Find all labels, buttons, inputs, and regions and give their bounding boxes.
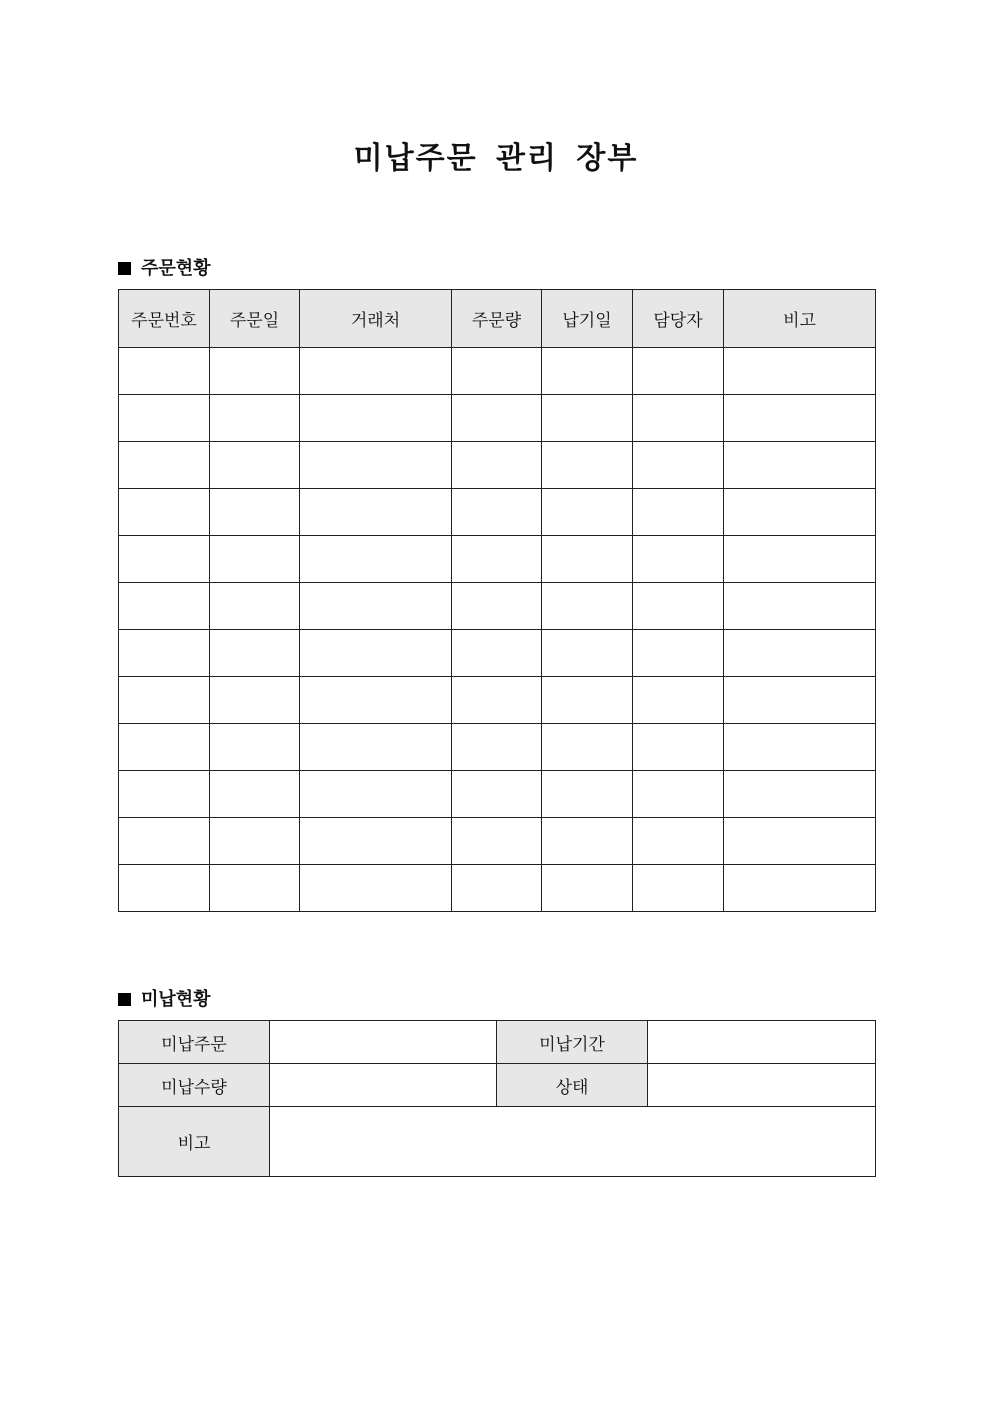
cell-remarks[interactable] [724,865,876,912]
cell-quantity[interactable] [452,583,542,630]
cell-due-date[interactable] [542,442,633,489]
cell-order-date[interactable] [210,489,300,536]
table-row [119,677,876,724]
cell-remarks[interactable] [724,677,876,724]
column-header-manager: 담당자 [633,290,724,348]
status-row [119,1064,876,1107]
table-row [119,583,876,630]
cell-due-date[interactable] [542,771,633,818]
table-row [119,489,876,536]
table-row [119,442,876,489]
cell-client[interactable] [300,630,452,677]
cell-client[interactable] [300,583,452,630]
cell-client[interactable] [300,724,452,771]
cell-client[interactable] [300,442,452,489]
cell-quantity[interactable] [452,442,542,489]
orders-section-heading [118,254,211,280]
column-header-due-date: 납기일 [542,290,633,348]
cell-due-date[interactable] [542,348,633,395]
cell-remarks[interactable] [724,489,876,536]
cell-quantity[interactable] [452,536,542,583]
orders-header-row [119,290,876,348]
cell-remarks[interactable] [724,395,876,442]
remarks-field[interactable] [270,1107,876,1177]
cell-quantity[interactable] [452,818,542,865]
status-row [119,1107,876,1177]
cell-manager[interactable] [633,395,724,442]
cell-order-no[interactable] [119,677,210,724]
cell-manager[interactable] [633,630,724,677]
unpaid-qty-field[interactable] [270,1064,497,1107]
square-bullet-icon [118,262,131,275]
cell-order-no[interactable] [119,724,210,771]
cell-due-date[interactable] [542,677,633,724]
cell-client[interactable] [300,348,452,395]
cell-order-date[interactable] [210,395,300,442]
cell-order-date[interactable] [210,536,300,583]
table-row [119,818,876,865]
page-title: 미납주문 관리 장부 [353,141,639,176]
cell-manager[interactable] [633,442,724,489]
cell-manager[interactable] [633,536,724,583]
cell-due-date[interactable] [542,583,633,630]
cell-order-no[interactable] [119,395,210,442]
cell-quantity[interactable] [452,771,542,818]
remarks-label: 비고 [119,1107,270,1177]
cell-quantity[interactable] [452,724,542,771]
cell-remarks[interactable] [724,442,876,489]
cell-order-date[interactable] [210,630,300,677]
table-row [119,865,876,912]
cell-order-no[interactable] [119,818,210,865]
cell-quantity[interactable] [452,395,542,442]
unpaid-qty-label: 미납수량 [119,1064,270,1107]
cell-manager[interactable] [633,818,724,865]
cell-client[interactable] [300,489,452,536]
cell-client[interactable] [300,677,452,724]
column-header-order-date: 주문일 [210,290,300,348]
cell-order-date[interactable] [210,442,300,489]
column-header-remarks: 비고 [724,290,876,348]
cell-order-no[interactable] [119,489,210,536]
column-header-client: 거래처 [300,290,452,348]
cell-order-date[interactable] [210,677,300,724]
cell-remarks[interactable] [724,771,876,818]
cell-due-date[interactable] [542,630,633,677]
cell-manager[interactable] [633,583,724,630]
cell-order-date[interactable] [210,348,300,395]
cell-client[interactable] [300,865,452,912]
state-field[interactable] [648,1064,876,1107]
cell-manager[interactable] [633,489,724,536]
table-row [119,348,876,395]
cell-remarks[interactable] [724,348,876,395]
table-row [119,536,876,583]
square-bullet-icon [118,993,131,1006]
cell-manager[interactable] [633,865,724,912]
cell-order-no[interactable] [119,583,210,630]
cell-quantity[interactable] [452,865,542,912]
status-row [119,1021,876,1064]
unpaid-order-field[interactable] [270,1021,497,1064]
cell-client[interactable] [300,818,452,865]
column-header-quantity: 주문량 [452,290,542,348]
cell-remarks[interactable] [724,630,876,677]
table-row [119,724,876,771]
unpaid-period-label: 미납기간 [497,1021,648,1064]
cell-due-date[interactable] [542,818,633,865]
cell-due-date[interactable] [542,724,633,771]
cell-order-no[interactable] [119,442,210,489]
cell-order-no[interactable] [119,771,210,818]
cell-order-no[interactable] [119,536,210,583]
table-row [119,395,876,442]
cell-manager[interactable] [633,348,724,395]
cell-order-date[interactable] [210,771,300,818]
cell-due-date[interactable] [542,395,633,442]
cell-quantity[interactable] [452,630,542,677]
cell-due-date[interactable] [542,489,633,536]
unpaid-order-label: 미납주문 [119,1021,270,1064]
state-label: 상태 [497,1064,648,1107]
orders-heading-text: 주문현황 [141,258,211,279]
cell-manager[interactable] [633,677,724,724]
cell-quantity[interactable] [452,348,542,395]
orders-table [118,289,876,912]
table-row [119,771,876,818]
cell-remarks[interactable] [724,724,876,771]
cell-order-no[interactable] [119,865,210,912]
cell-order-date[interactable] [210,724,300,771]
status-section-heading [118,985,211,1011]
table-row [119,630,876,677]
status-heading-text: 미납현황 [141,989,211,1010]
status-table [118,1020,876,1177]
cell-remarks[interactable] [724,818,876,865]
cell-client[interactable] [300,395,452,442]
cell-order-no[interactable] [119,348,210,395]
cell-quantity[interactable] [452,489,542,536]
cell-manager[interactable] [633,771,724,818]
column-header-order-no: 주문번호 [119,290,210,348]
cell-remarks[interactable] [724,583,876,630]
cell-due-date[interactable] [542,865,633,912]
cell-manager[interactable] [633,724,724,771]
cell-remarks[interactable] [724,536,876,583]
cell-order-date[interactable] [210,583,300,630]
cell-client[interactable] [300,536,452,583]
cell-order-date[interactable] [210,818,300,865]
unpaid-period-field[interactable] [648,1021,876,1064]
cell-due-date[interactable] [542,536,633,583]
cell-quantity[interactable] [452,677,542,724]
cell-client[interactable] [300,771,452,818]
cell-order-no[interactable] [119,630,210,677]
cell-order-date[interactable] [210,865,300,912]
